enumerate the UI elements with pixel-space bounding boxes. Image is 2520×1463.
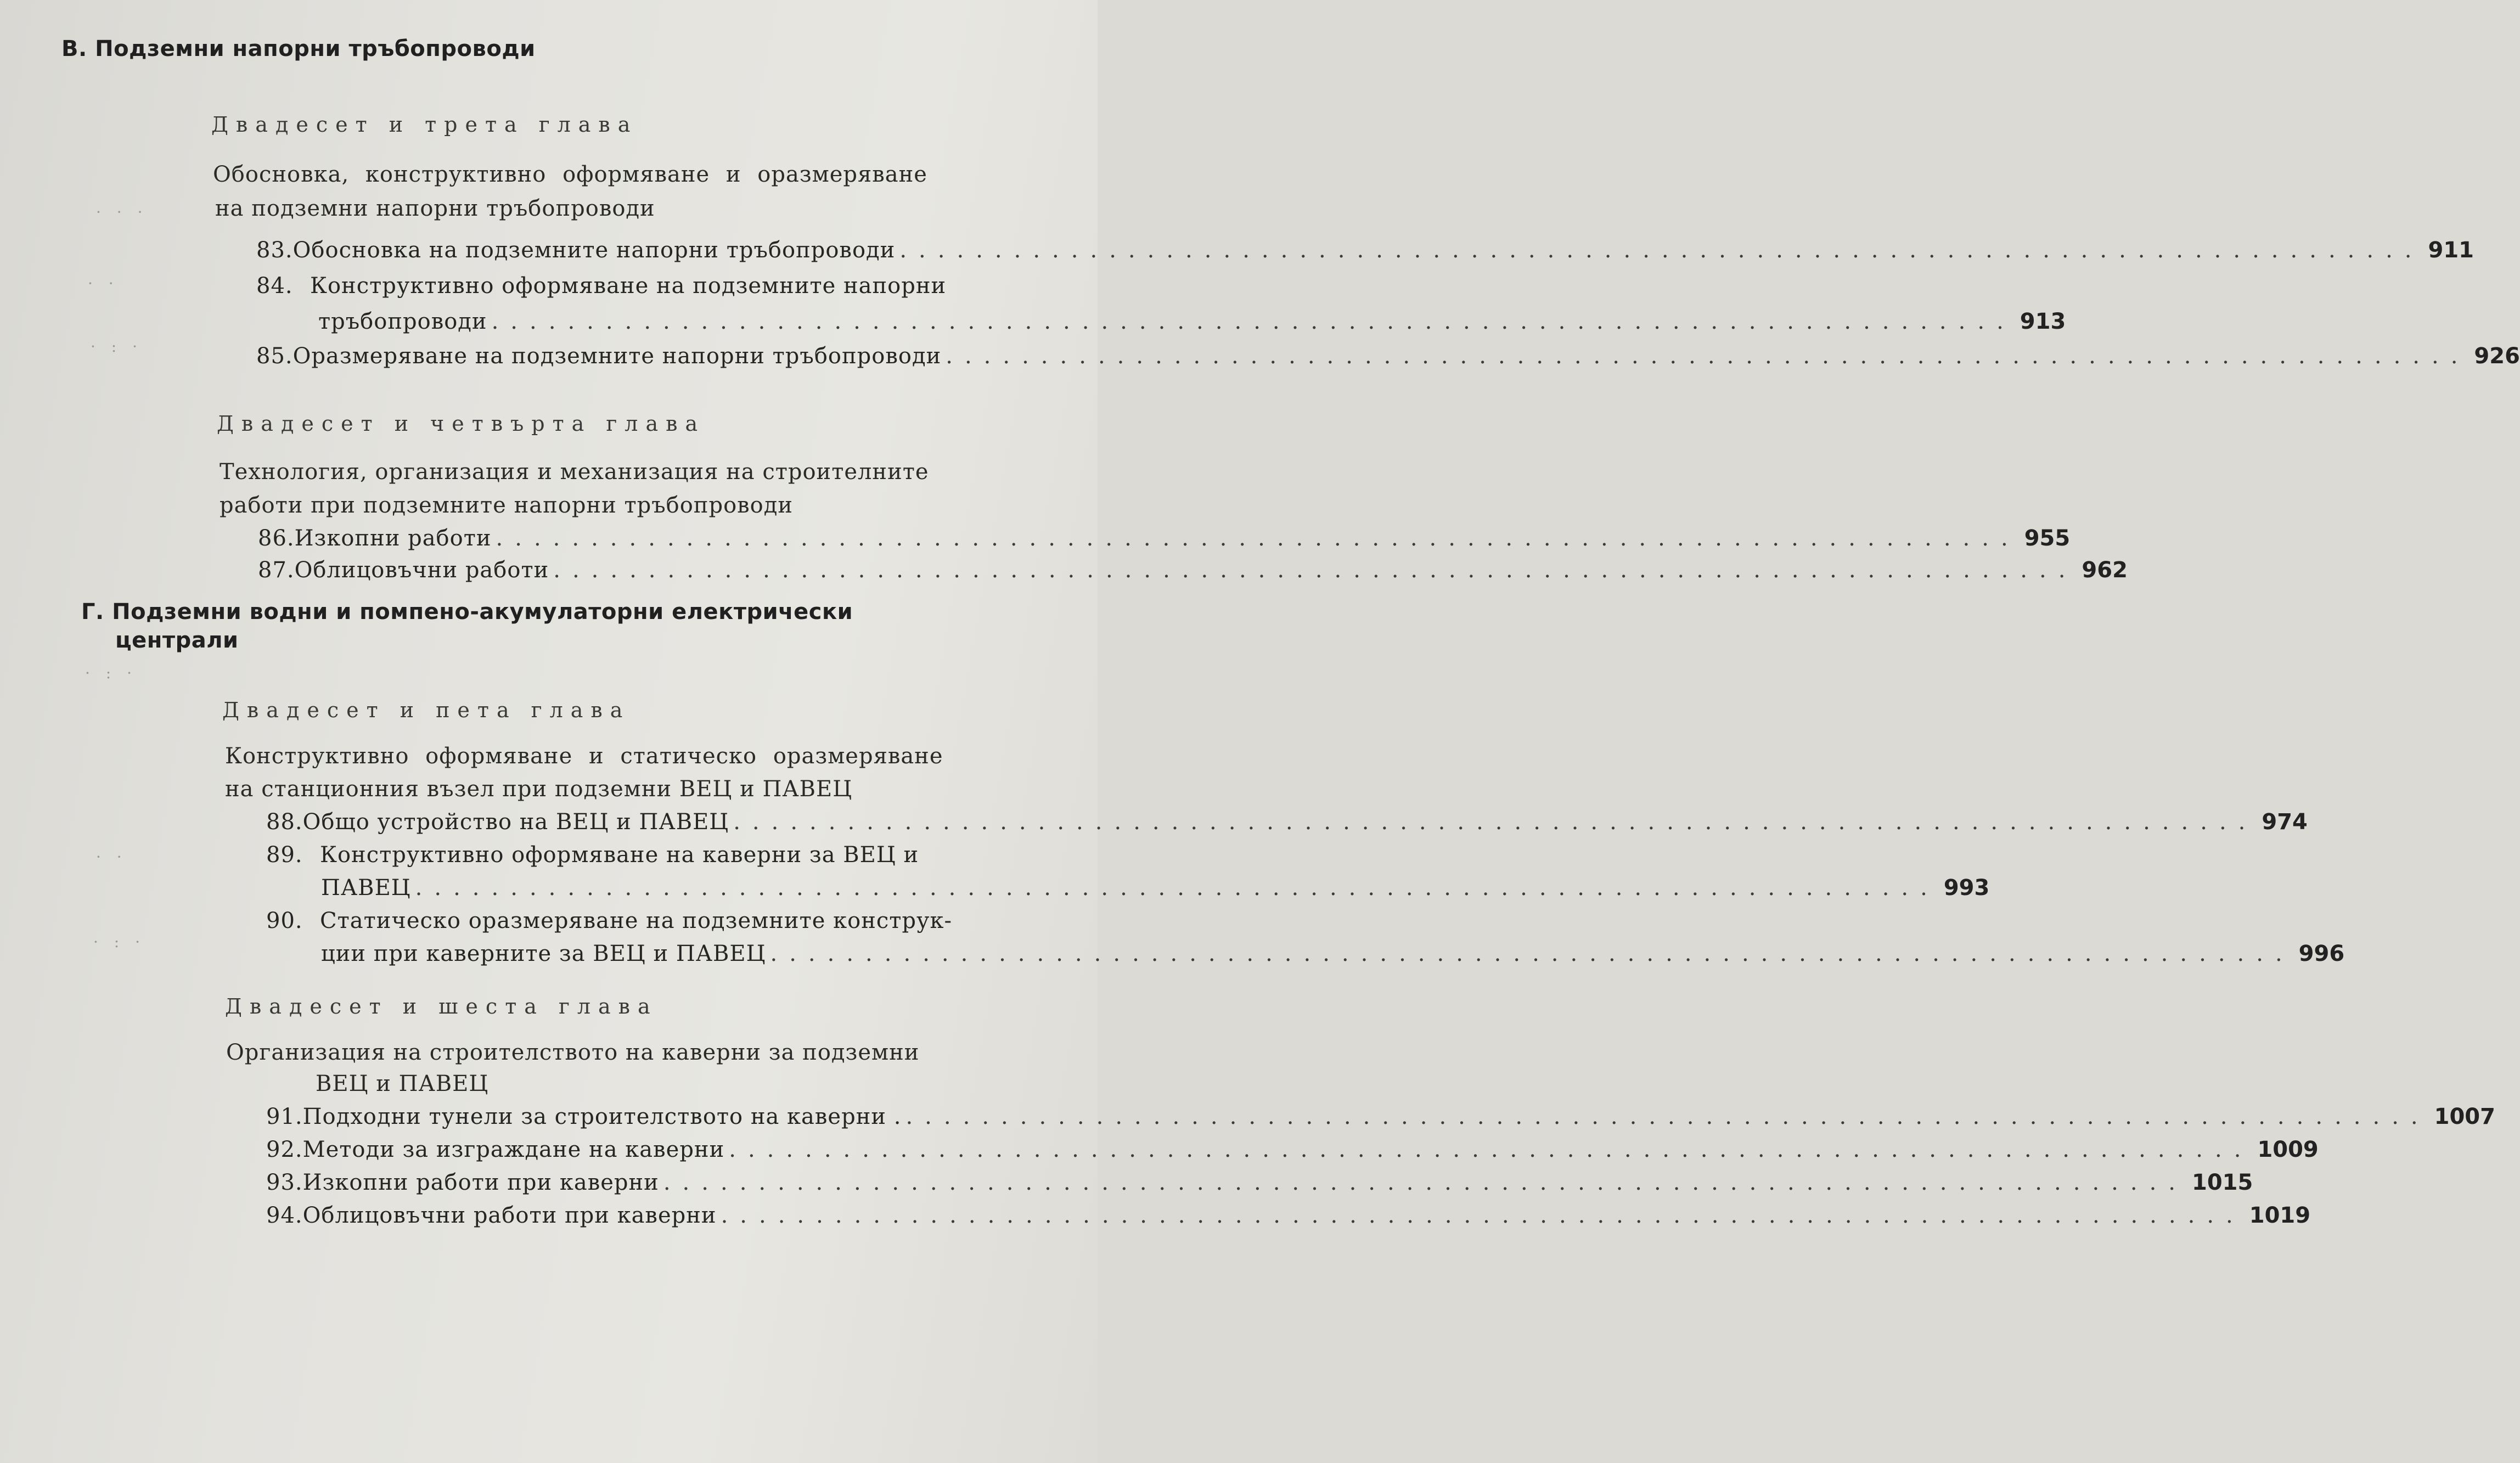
dot-leader: ................................................................................ bbox=[663, 1170, 2188, 1195]
toc-entry-continuation bbox=[321, 941, 2345, 966]
entry-title: Статическо оразмеряване на подземните конструк- bbox=[320, 908, 953, 933]
print-speck: · : · bbox=[85, 664, 138, 682]
toc-entry[interactable] bbox=[266, 1104, 2495, 1129]
entry-page: 996 bbox=[2298, 941, 2345, 966]
dot-leader: ................................................................................ bbox=[721, 1203, 2245, 1228]
entry-title: Подходни тунели за строителството на каверни . bbox=[302, 1104, 902, 1129]
chapter-heading-23: Двадесет и трета глава bbox=[211, 112, 638, 137]
entry-title: Оразмеряване на подземните напорни тръбопроводи bbox=[292, 344, 942, 369]
chapter-heading-25: Двадесет и пета глава bbox=[222, 698, 631, 722]
toc-entry[interactable] bbox=[266, 908, 1015, 933]
entry-title: Обосновка на подземните напорни тръбопроводи bbox=[292, 238, 896, 263]
entry-number: 83. bbox=[256, 238, 293, 263]
entry-page: 926 bbox=[2474, 344, 2520, 369]
entry-number: 85. bbox=[256, 344, 293, 369]
entry-number: 93. bbox=[266, 1170, 303, 1195]
entry-number: 92. bbox=[266, 1137, 303, 1162]
entry-page: 1019 bbox=[2249, 1203, 2311, 1228]
print-speck: · · bbox=[96, 848, 127, 866]
entry-number: 86. bbox=[258, 526, 295, 551]
chapter-title-26-line1: Организация на строителството на каверни за подземни bbox=[226, 1040, 920, 1065]
entry-title: Изкопни работи при каверни bbox=[302, 1170, 659, 1195]
chapter-heading-26: Двадесет и шеста глава bbox=[225, 994, 658, 1019]
chapter-title-24-line1: Технология, организация и механизация на строителните bbox=[220, 459, 929, 485]
entry-page: 1015 bbox=[2192, 1170, 2253, 1195]
chapter-heading-24: Двадесет и четвърта глава bbox=[217, 412, 706, 436]
entry-title: Облицовъчни работи при каверни bbox=[302, 1203, 717, 1228]
chapter-title-25-line2: на станционния възел при подземни ВЕЦ и ПАВЕЦ bbox=[225, 776, 853, 802]
entry-page: 1009 bbox=[2257, 1137, 2319, 1162]
dot-leader: ................................................................................ bbox=[553, 558, 2078, 583]
section-heading-g-line1: Г. Подземни водни и помпено-акумулаторни електрически bbox=[81, 599, 853, 624]
entry-page: 974 bbox=[2262, 809, 2308, 835]
entry-title-continuation: ции при кавернитe за ВЕЦ и ПАВЕЦ bbox=[321, 941, 766, 966]
section-heading-g-line2: централи bbox=[115, 628, 239, 653]
chapter-title-23-line1: Обосновка, конструктивно оформяване и оразмеряване bbox=[213, 162, 927, 187]
entry-number: 91. bbox=[266, 1104, 303, 1129]
entry-number: 90. bbox=[266, 908, 303, 933]
toc-entry[interactable] bbox=[256, 238, 2474, 263]
entry-title: Общо устройство на ВЕЦ и ПАВЕЦ bbox=[302, 809, 729, 835]
entry-title: Конструктивно оформяване на каверни за ВЕЦ и bbox=[320, 842, 919, 868]
entry-number: 87. bbox=[258, 558, 295, 583]
chapter-title-23-line2: на подземни напорни тръбопроводи bbox=[215, 196, 655, 221]
dot-leader: ................................................................................ bbox=[770, 941, 2294, 966]
toc-entry[interactable] bbox=[266, 842, 1015, 868]
dot-leader: ................................................................................ bbox=[491, 309, 2016, 334]
toc-entry[interactable] bbox=[266, 1170, 2253, 1195]
chapter-title-25-line1: Конструктивно оформяване и статическо оразмеряване bbox=[225, 744, 943, 769]
entry-title-continuation: ПАВЕЦ bbox=[321, 875, 411, 901]
entry-title-continuation: тръбопроводи bbox=[318, 309, 487, 334]
toc-entry[interactable] bbox=[266, 1203, 2311, 1228]
entry-title: Изкопни работи bbox=[294, 526, 492, 551]
entry-page: 913 bbox=[2020, 309, 2066, 334]
toc-entry[interactable] bbox=[266, 1137, 2319, 1162]
dot-leader: ................................................................................ bbox=[946, 344, 2470, 369]
toc-entry[interactable] bbox=[258, 558, 2128, 583]
section-heading-v: В. Подземни напорни тръбопроводи bbox=[61, 36, 536, 61]
entry-page: 955 bbox=[2024, 526, 2071, 551]
dot-leader: ................................................................................ bbox=[415, 875, 1939, 901]
toc-entry[interactable] bbox=[266, 809, 2308, 835]
dot-leader: ................................................................................ bbox=[729, 1137, 2253, 1162]
entry-title: Конструктивно оформяване на подземните напорни bbox=[310, 273, 947, 299]
dot-leader: ................................................................................ bbox=[905, 1104, 2430, 1129]
entry-page: 911 bbox=[2428, 238, 2474, 263]
print-speck: · : · bbox=[93, 933, 146, 951]
entry-page: 1007 bbox=[2434, 1104, 2495, 1129]
dot-leader: ................................................................................ bbox=[496, 526, 2020, 551]
toc-entry[interactable] bbox=[258, 526, 2071, 551]
print-speck: · · bbox=[88, 274, 119, 292]
toc-entry[interactable] bbox=[256, 273, 1041, 299]
chapter-title-26-line2: ВЕЦ и ПАВЕЦ bbox=[316, 1071, 489, 1096]
toc-entry-continuation bbox=[321, 875, 1990, 901]
dot-leader: ................................................................................ bbox=[733, 809, 2258, 835]
print-speck: · · · bbox=[96, 203, 148, 221]
chapter-title-24-line2: работи при подземните напорни тръбопроводи bbox=[220, 493, 794, 518]
entry-number: 89. bbox=[266, 842, 303, 868]
toc-entry[interactable] bbox=[256, 344, 2520, 369]
entry-page: 993 bbox=[1943, 875, 1990, 901]
entry-number: 84. bbox=[256, 273, 293, 299]
toc-entry-continuation bbox=[318, 309, 2066, 334]
entry-title: Методи за изграждане на каверни bbox=[302, 1137, 725, 1162]
print-speck: · : · bbox=[91, 337, 143, 356]
entry-title: Облицовъчни работи bbox=[294, 558, 549, 583]
entry-page: 962 bbox=[2082, 558, 2128, 583]
entry-number: 94. bbox=[266, 1203, 303, 1228]
entry-number: 88. bbox=[266, 809, 303, 835]
dot-leader: ................................................................................ bbox=[899, 238, 2424, 263]
